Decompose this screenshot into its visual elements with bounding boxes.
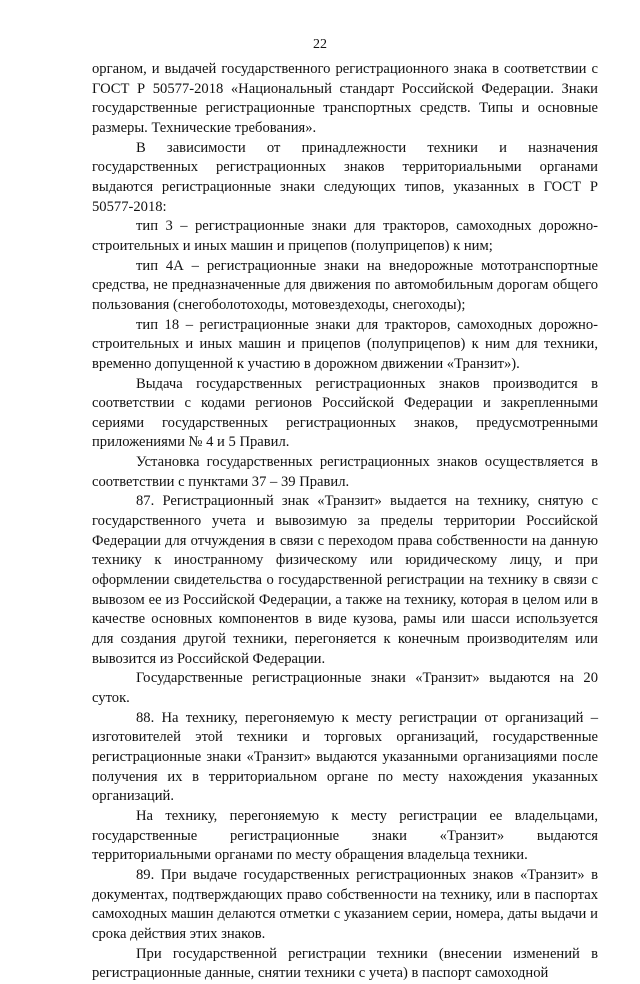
paragraph: тип 3 – регистрационные знаки для тракторов, самоходных дорожно-строительных и иных машин и прицепов (полуприцепов) к ним; <box>92 218 598 254</box>
paragraph: В зависимости от принадлежности техники и назначения государственных регистрационных знаков территориальными органами выдаются регистрационные знаки следующих типов, указанных в ГОСТ Р 50577-2018: <box>92 139 598 215</box>
paragraph: Установка государственных регистрационных знаков осуществляется в соответствии с пунктами 37 – 39 Правил. <box>92 454 598 490</box>
paragraph: тип 4А – регистрационные знаки на внедорожные мототранспортные средства, не предназначенные для движения по автомобильным дорогам общего пользования (снегоболотоходы, мотовездеходы, снегоходы); <box>92 257 598 313</box>
paragraph: На технику, перегоняемую к месту регистрации ее владельцами, государственные регистрационные знаки «Транзит» выдаются территориальными органами по месту обращения владельца техники. <box>92 807 598 864</box>
paragraph-continuation: органом, и выдачей государственного регистрационного знака в соответствии с ГОСТ Р 50577-2018 «Национальный стандарт Российской Федерации. Знаки государственные регистрационные транспортных средств. Типы и основные размеры. Технические требования». <box>92 61 598 136</box>
document-body <box>92 60 598 984</box>
paragraph: тип 18 – регистрационные знаки для тракторов, самоходных дорожно-строительных и иных машин и прицепов (полуприцепов) к ним для техники, временно допущенной к участию в дорожном движении «Транзит»). <box>92 316 598 372</box>
paragraph: 87. Регистрационный знак «Транзит» выдается на технику, снятую с государственного учета и вывозимую за пределы территории Российской Федерации для отчуждения в связи с переходом права собственности на данную технику к иностранному физическому или юридическому лицу, и при оформлении свидетельства о государственной регистрации на технику в связи с вывозом ее из Российской Федерации, а также на технику, которая в целом или в качестве основных компонентов в виде кузова, рамы или шасси используется для создания другой техники, перегоняется к конечным производителям или вывозится из Российской Федерации. <box>92 493 598 667</box>
page-number: 22 <box>313 37 327 52</box>
paragraph: Государственные регистрационные знаки «Транзит» выдаются на 20 суток. <box>92 670 598 706</box>
paragraph: При государственной регистрации техники (внесении изменений в регистрационные данные, снятии техники с учета) в паспорт самоходной <box>92 945 598 982</box>
paragraph: Выдача государственных регистрационных знаков производится в соответствии с кодами регионов Российской Федерации и закрепленными сериями государственных регистрационных знаков, предусмотренными приложениями № 4 и 5 Правил. <box>92 375 598 451</box>
paragraph: 88. На технику, перегоняемую к месту регистрации от организаций – изготовителей этой техники и торговых организаций, государственные регистрационные знаки «Транзит» выдаются указанными организациями после получения их в территориальном органе по месту нахождения указанных организаций. <box>92 709 598 805</box>
paragraph: 89. При выдаче государственных регистрационных знаков «Транзит» в документах, подтверждающих право собственности на технику, или в паспортах самоходных машин делаются отметки с указанием серии, номера, даты выдачи и срока действия этих знаков. <box>92 866 598 942</box>
